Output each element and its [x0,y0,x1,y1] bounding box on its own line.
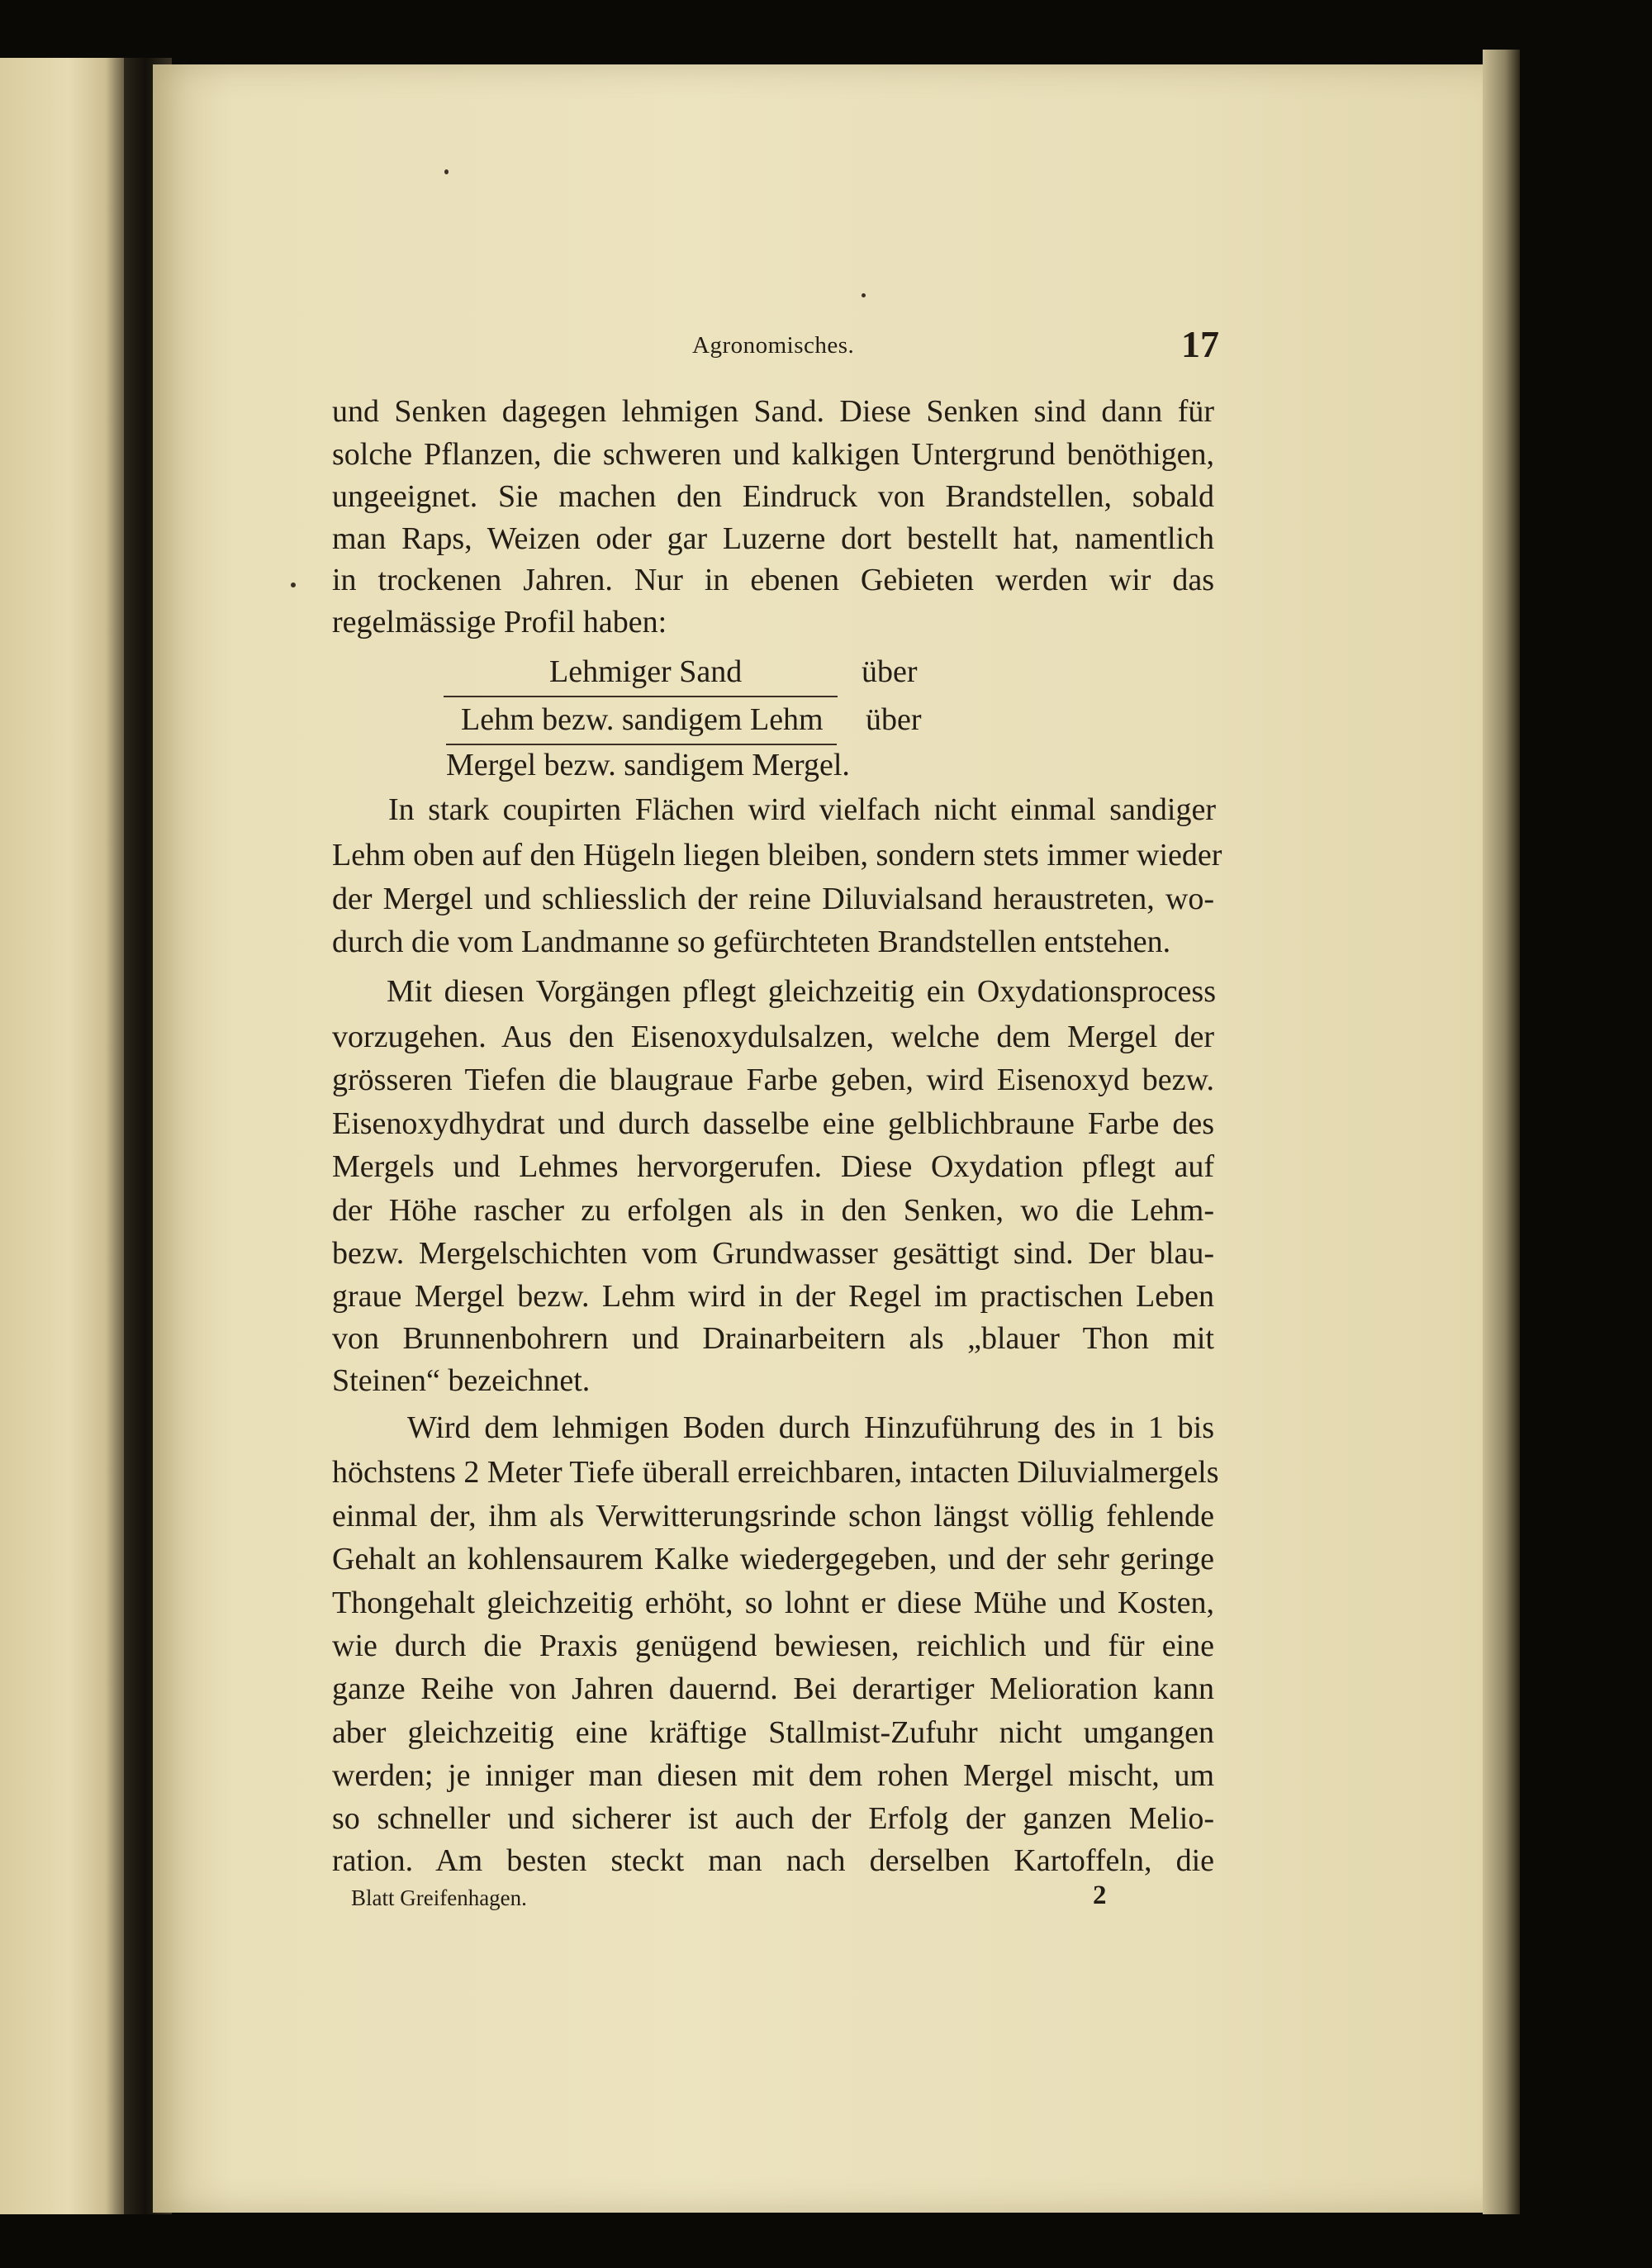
profile-layer-3: Mergel bezw. sandigem Mergel. [446,748,850,782]
running-head: Agronomisches. [692,332,855,359]
text-line: bezw. Mergelschichten vom Grundwasser gesättigt sind. Der blau- [332,1236,1214,1271]
text-line: In stark coupirten Flächen wird vielfach nicht einmal sandiger [388,792,1216,827]
signature-line: Blatt Greifenhagen. [351,1885,527,1910]
profile-divider [444,696,838,697]
text-line: regelmässige Profil haben: [332,605,667,640]
text-line: so schneller und sicherer ist auch der Erfolg der ganzen Melio- [332,1801,1214,1836]
text-line: ungeeignet. Sie machen den Eindruck von Brandstellen, sobald [332,479,1214,514]
text-line: grösseren Tiefen die blaugraue Farbe geben, wird Eisenoxyd bezw. [332,1063,1214,1097]
profile-layer-1: Lehmiger Sand [549,654,743,689]
text-line: Eisenoxydhydrat und durch dasselbe eine gelblichbraune Farbe des [332,1106,1214,1141]
text-line: ganze Reihe von Jahren dauernd. Bei derartiger Melioration kann [332,1671,1214,1706]
text-line: durch die vom Landmanne so gefürchteten Brandstellen entstehen. [332,925,1171,959]
text-line: Lehm oben auf den Hügeln liegen bleiben, sondern stets immer wieder [332,838,1222,872]
text-line: Steinen“ bezeichnet. [332,1363,591,1398]
text-line: höchstens 2 Meter Tiefe überall erreichbaren, intacten Diluvialmergels [332,1455,1219,1490]
text-line: vorzugehen. Aus den Eisenoxydulsalzen, welche dem Mergel der [332,1020,1214,1054]
text-line: werden; je inniger man diesen mit dem rohen Mergel mischt, um [332,1758,1214,1793]
text-line: der Höhe rascher zu erfolgen als in den Senken, wo die Lehm- [332,1193,1214,1228]
paper-speck [291,582,296,587]
page-stack-edge [1483,50,1520,2214]
page-number: 17 [1181,323,1219,365]
text-line: Gehalt an kohlensaurem Kalke wiedergegeben, und der sehr geringe [332,1542,1214,1576]
text-line: in trockenen Jahren. Nur in ebenen Gebieten werden wir das [332,563,1214,597]
profile-layer-2: Lehm bezw. sandigem Lehm [461,702,824,737]
text-line: der Mergel und schliesslich der reine Diluvialsand heraustreten, wo- [332,882,1214,916]
facing-page-edge [0,58,124,2214]
text-line: man Raps, Weizen oder gar Luzerne dort bestellt hat, namentlich [332,521,1214,556]
text-line: Mit diesen Vorgängen pflegt gleichzeitig ein Oxydationsprocess [387,974,1216,1009]
profile-layer-1-connector: über [862,654,918,689]
profile-layer-2-connector: über [866,702,922,737]
text-line: solche Pflanzen, die schweren und kalkigen Untergrund benöthigen, [332,437,1214,472]
text-line: einmal der, ihm als Verwitterungsrinde schon längst völlig fehlende [332,1499,1214,1533]
paper-speck [862,293,866,297]
paper-speck [444,169,449,174]
text-line: Wird dem lehmigen Boden durch Hinzuführung des in 1 bis [407,1410,1214,1445]
text-line: graue Mergel bezw. Lehm wird in der Regel im practischen Leben [332,1279,1214,1314]
text-line: und Senken dagegen lehmigen Sand. Diese Senken sind dann für [332,394,1214,429]
text-line: Mergels und Lehmes hervorgerufen. Diese Oxydation pflegt auf [332,1149,1214,1184]
text-line: von Brunnenbohrern und Drainarbeitern als „blauer Thon mit [332,1321,1214,1356]
text-line: wie durch die Praxis genügend bewiesen, reichlich und für eine [332,1628,1214,1663]
text-line: Thongehalt gleichzeitig erhöht, so lohnt er diese Mühe und Kosten, [332,1586,1214,1620]
text-line: ration. Am besten steckt man nach derselben Kartoffeln, die [332,1843,1214,1878]
profile-divider [446,744,837,745]
signature-mark: 2 [1093,1880,1107,1910]
text-line: aber gleichzeitig eine kräftige Stallmist-Zufuhr nicht umgangen [332,1715,1214,1750]
